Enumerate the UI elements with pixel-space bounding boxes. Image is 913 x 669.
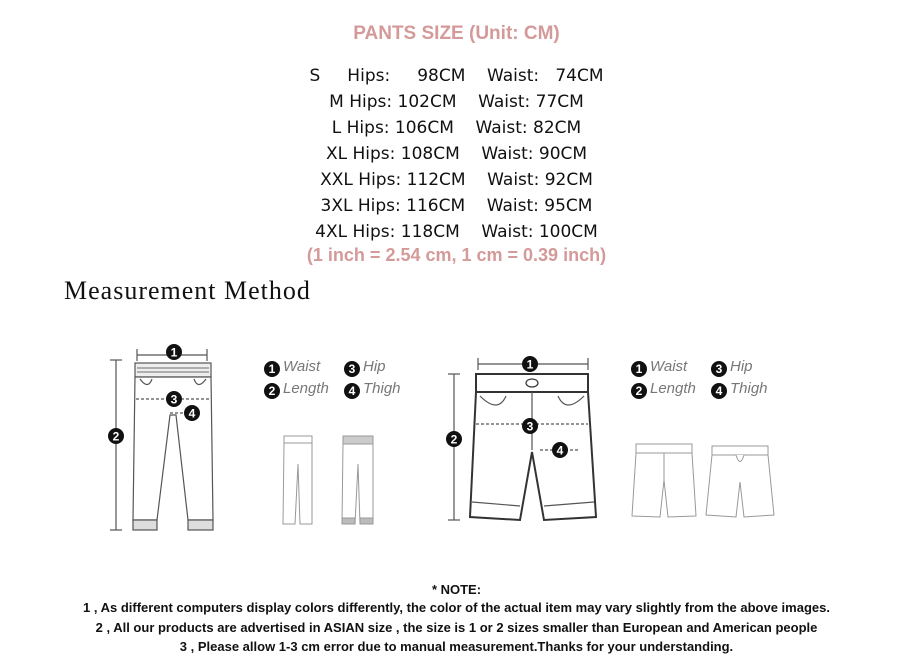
legend-long-pants: [264, 358, 424, 398]
svg-text:2: 2: [450, 432, 458, 447]
marker-4: [552, 442, 568, 458]
marker-2: [446, 431, 462, 447]
long-pants-measurement-diagram: [100, 335, 230, 540]
svg-text:3: 3: [170, 392, 178, 407]
size-row-xl: XL Hips: 108CM Waist: 90CM: [325, 144, 588, 164]
size-row-l: L Hips: 106CM Waist: 82CM: [331, 118, 582, 138]
svg-text:3: 3: [526, 419, 534, 434]
unit-conversion: (1 inch = 2.54 cm, 1 cm = 0.39 inch): [306, 245, 607, 265]
svg-text:4: 4: [188, 406, 196, 421]
note-line-3: 3 , Please allow 1-3 cm error due to manual measurement.Thanks for your understanding.: [179, 639, 734, 654]
legend-thigh: 4 Thigh: [344, 380, 401, 399]
size-row-m: M Hips: 102CM Waist: 77CM: [329, 92, 584, 112]
svg-text:2: 2: [112, 429, 120, 444]
note-line-1: 1 , As different computers display colors differently, the color of the actual item may vary slightly from the above images.: [83, 600, 830, 615]
shorts-front-back-illustration: [628, 440, 778, 520]
long-pants-front-back-illustration: [280, 434, 390, 529]
svg-text:4: 4: [556, 443, 564, 458]
legend-thigh: 4 Thigh: [711, 380, 768, 399]
legend-shorts: [631, 358, 791, 398]
size-row-4xl: 4XL Hips: 118CM Waist: 100CM: [315, 222, 598, 242]
size-row-3xl: 3XL Hips: 116CM Waist: 95CM: [320, 196, 593, 216]
measurement-method-heading: Measurement Method: [64, 276, 311, 305]
marker-3: [522, 418, 538, 434]
size-chart-title: PANTS SIZE (Unit: CM): [353, 23, 560, 44]
legend-waist: 1 Waist: [264, 358, 320, 377]
note-title: * NOTE:: [431, 582, 482, 597]
size-row-s: S Hips: 98CM Waist: 74CM: [309, 66, 604, 86]
svg-text:1: 1: [170, 345, 178, 360]
legend-length: 2 Length: [264, 380, 329, 399]
marker-1: [522, 356, 538, 372]
legend-waist: 1 Waist: [631, 358, 687, 377]
marker-3: [166, 391, 182, 407]
shorts-measurement-diagram: [440, 352, 610, 527]
marker-1: [166, 344, 182, 360]
marker-4: [184, 405, 200, 421]
svg-text:1: 1: [526, 357, 534, 372]
legend-hip: 3 Hip: [711, 358, 753, 377]
size-row-xxl: XXL Hips: 112CM Waist: 92CM: [320, 170, 593, 190]
marker-2: [108, 428, 124, 444]
legend-length: 2 Length: [631, 380, 696, 399]
legend-hip: 3 Hip: [344, 358, 386, 377]
note-line-2: 2 , All our products are advertised in ASIAN size , the size is 1 or 2 sizes smaller than European and American people: [95, 620, 818, 635]
